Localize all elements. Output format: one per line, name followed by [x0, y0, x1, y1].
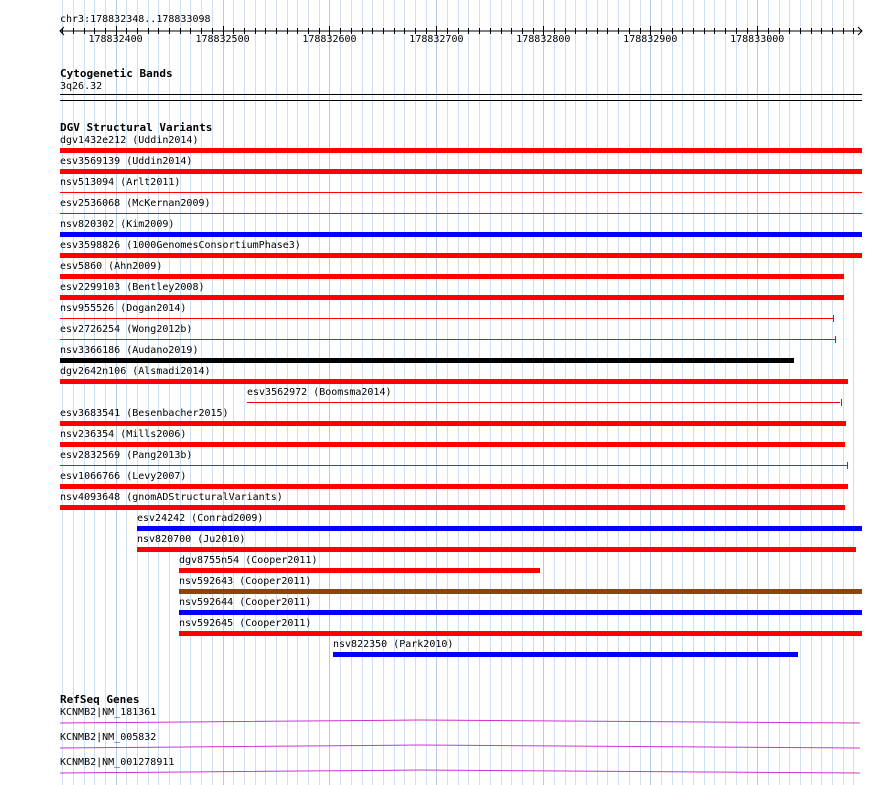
ruler-tick-label: 178832900 [623, 34, 678, 45]
variant-label[interactable]: nsv592644 (Cooper2011) [179, 597, 312, 608]
variant-feature-bar[interactable] [60, 484, 848, 489]
gene-intron-line[interactable] [0, 768, 890, 776]
variant-label[interactable]: dgv1432e212 (Uddin2014) [60, 135, 199, 146]
gene-label[interactable]: KCNMB2|NM_005832 [60, 732, 157, 743]
variant-label[interactable]: esv3562972 (Boomsma2014) [247, 387, 392, 398]
variant-label[interactable]: esv24242 (Conrad2009) [137, 513, 264, 524]
refseq-track-title: RefSeq Genes [60, 693, 140, 706]
variant-feature-bar[interactable] [60, 213, 862, 214]
cytoband-bar-bottom [60, 100, 862, 101]
variant-feature-bar[interactable] [60, 505, 845, 510]
variant-feature-bar[interactable] [137, 526, 862, 531]
variant-feature-bar[interactable] [60, 339, 835, 340]
variant-feature-bar[interactable] [60, 421, 846, 426]
variant-label[interactable]: dgv8755n54 (Cooper2011) [179, 555, 318, 566]
variant-feature-bar[interactable] [137, 547, 856, 552]
variant-label[interactable]: esv5860 (Ahn2009) [60, 261, 163, 272]
variant-feature-bar[interactable] [60, 465, 847, 466]
variant-label[interactable]: esv1066766 (Levy2007) [60, 471, 187, 482]
variant-label[interactable]: dgv2642n106 (Alsmadi2014) [60, 366, 211, 377]
variant-feature-bar[interactable] [60, 232, 862, 237]
variant-feature-bar[interactable] [60, 192, 862, 193]
variant-feature-bar[interactable] [60, 253, 862, 258]
ruler-location-label: chr3:178832348..178833098 [60, 14, 211, 25]
variant-feature-bar[interactable] [179, 610, 862, 615]
variant-label[interactable]: nsv592643 (Cooper2011) [179, 576, 312, 587]
ruler-tick-label: 178833000 [730, 34, 785, 45]
variant-label[interactable]: esv2832569 (Pang2013b) [60, 450, 193, 461]
variant-feature-bar[interactable] [60, 358, 794, 363]
ruler-tick-label: 178832600 [302, 34, 357, 45]
variant-label[interactable]: nsv3366186 (Audano2019) [60, 345, 199, 356]
cytoband-label[interactable]: 3q26.32 [60, 81, 103, 92]
cytoband-track-title: Cytogenetic Bands [60, 67, 173, 80]
variant-label[interactable]: esv3598826 (1000GenomesConsortiumPhase3) [60, 240, 301, 251]
ruler-tick-label: 178832500 [195, 34, 250, 45]
variant-feature-bar[interactable] [179, 589, 862, 594]
ruler-tick-label: 178832400 [88, 34, 143, 45]
gene-intron-line[interactable] [0, 743, 890, 751]
variant-feature-bar[interactable] [60, 379, 848, 384]
variant-label[interactable]: esv3683541 (Besenbacher2015) [60, 408, 229, 419]
ruler-tick-label: 178832800 [516, 34, 571, 45]
variant-end-cap [847, 462, 848, 469]
dgv-track-title: DGV Structural Variants [60, 121, 213, 134]
gene-label[interactable]: KCNMB2|NM_181361 [60, 707, 157, 718]
variant-feature-bar[interactable] [60, 148, 862, 153]
variant-feature-bar[interactable] [60, 274, 844, 279]
cytoband-bar-top [60, 94, 862, 95]
variant-feature-bar[interactable] [60, 169, 862, 174]
variant-label[interactable]: nsv820302 (Kim2009) [60, 219, 175, 230]
variant-label[interactable]: esv3569139 (Uddin2014) [60, 156, 193, 167]
variant-feature-bar[interactable] [60, 295, 844, 300]
variant-label[interactable]: nsv592645 (Cooper2011) [179, 618, 312, 629]
variant-feature-bar[interactable] [179, 631, 862, 636]
variant-label[interactable]: nsv822350 (Park2010) [333, 639, 454, 650]
variant-feature-bar[interactable] [60, 318, 833, 319]
variant-label[interactable]: esv2726254 (Wong2012b) [60, 324, 193, 335]
variant-feature-bar[interactable] [60, 442, 845, 447]
variant-label[interactable]: esv2536068 (McKernan2009) [60, 198, 211, 209]
variant-end-cap [841, 399, 842, 406]
variant-end-cap [835, 336, 836, 343]
ruler-tick-label: 178832700 [409, 34, 464, 45]
variant-feature-bar[interactable] [333, 652, 798, 657]
variant-end-cap [833, 315, 834, 322]
variant-label[interactable]: nsv955526 (Dogan2014) [60, 303, 187, 314]
gene-label[interactable]: KCNMB2|NM_001278911 [60, 757, 175, 768]
variant-label[interactable]: nsv820700 (Ju2010) [137, 534, 246, 545]
variant-label[interactable]: esv2299103 (Bentley2008) [60, 282, 205, 293]
variant-feature-bar[interactable] [179, 568, 540, 573]
gene-intron-line[interactable] [0, 718, 890, 726]
variant-feature-bar[interactable] [247, 402, 840, 403]
variant-label[interactable]: nsv236354 (Mills2006) [60, 429, 187, 440]
variant-label[interactable]: nsv4093648 (gnomADStructuralVariants) [60, 492, 283, 503]
variant-label[interactable]: nsv513094 (Arlt2011) [60, 177, 181, 188]
